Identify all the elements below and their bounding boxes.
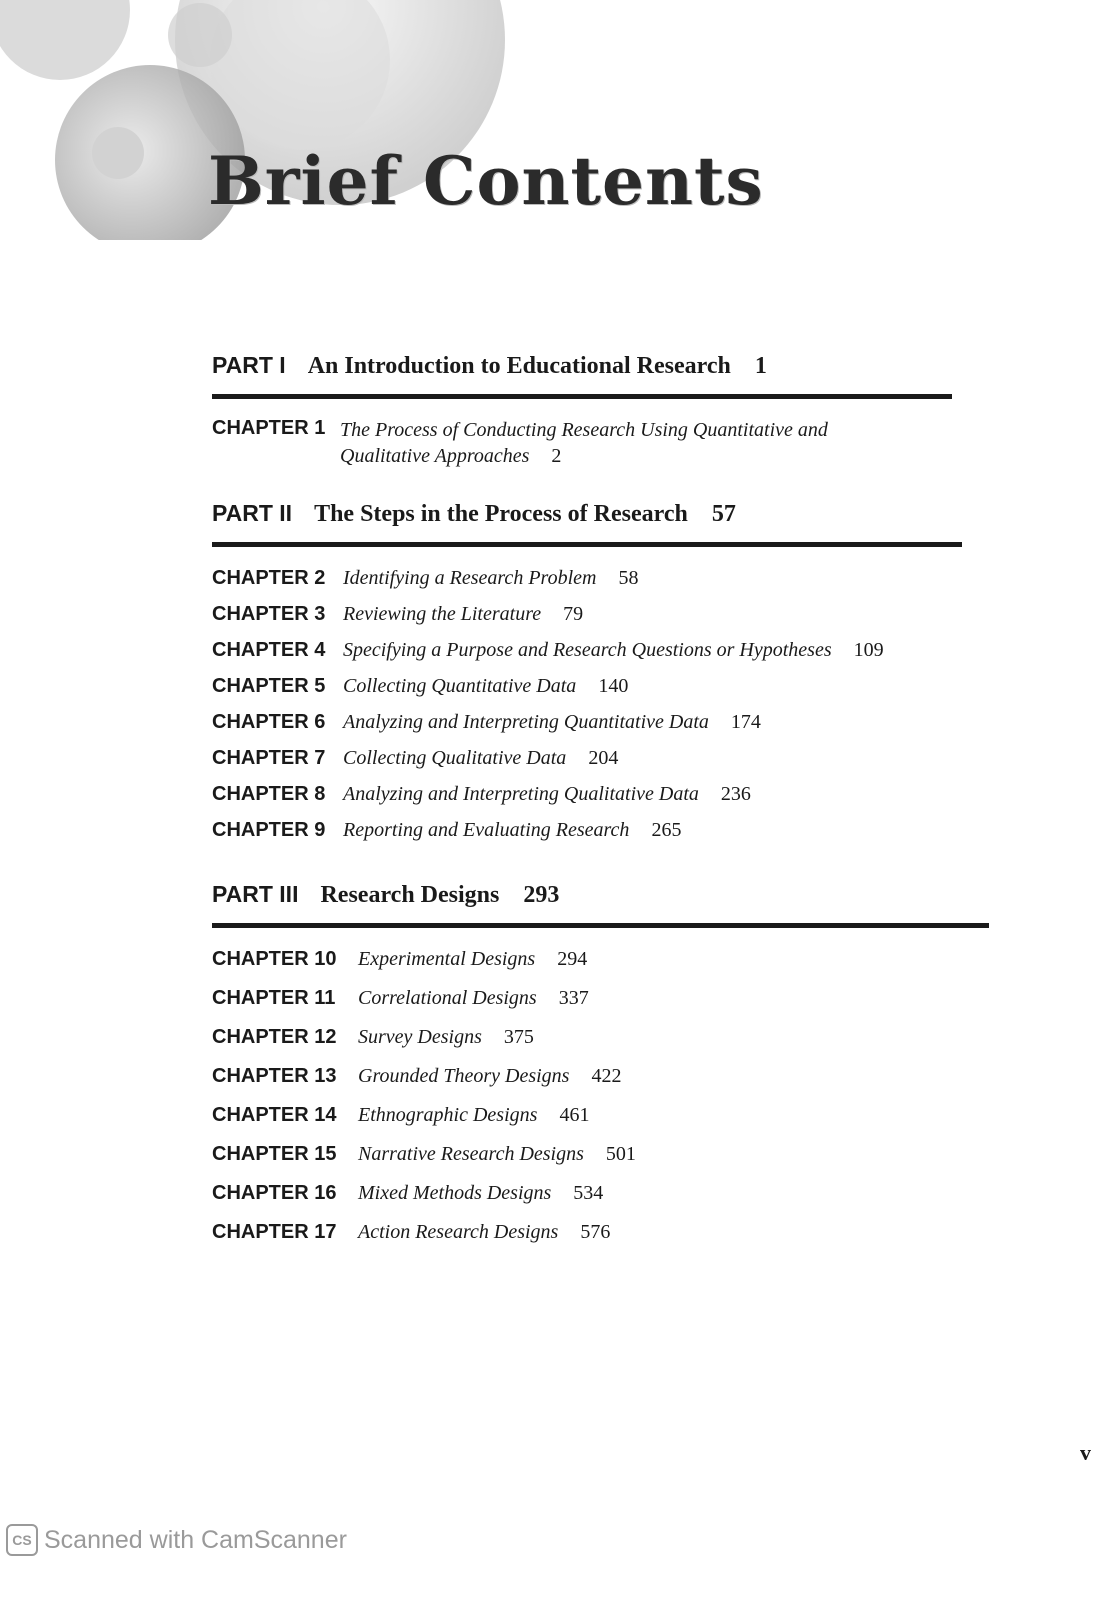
chapter-label: CHAPTER 3 [212,603,326,625]
part-title: Research Designs [320,882,500,908]
chapter-page: 576 [580,1221,611,1243]
chapter-title: The Process of Conducting Research Using Quantitative and [340,419,828,441]
chapter-row [212,783,962,819]
chapter-row [212,1065,989,1104]
chapter-label: CHAPTER 2 [212,567,326,589]
chapter-page: 294 [557,948,588,970]
part-page: 1 [754,353,767,379]
chapter-title: Ethnographic Designs [358,1104,538,1126]
chapter-page: 236 [720,783,751,805]
part-title: The Steps in the Process of Research [314,501,688,527]
part-page: 57 [711,501,736,527]
part-label: PART III [212,881,299,907]
chapter-title: Mixed Methods Designs [358,1182,552,1204]
chapter-page: 109 [853,639,884,661]
chapter-label: CHAPTER 4 [212,639,326,661]
chapter-title: Experimental Designs [358,948,536,970]
chapter-page: 79 [563,603,584,625]
chapter-label: CHAPTER 14 [212,1104,337,1126]
page-title: Brief Contents [208,142,764,220]
watermark-text: Scanned with CamScanner [44,1525,347,1554]
part-rule [212,923,989,928]
chapter-page: 534 [573,1182,604,1204]
chapter-page: 265 [651,819,682,841]
part-page: 293 [523,882,560,908]
chapter-row [212,1182,989,1221]
chapter-label: CHAPTER 10 [212,948,337,970]
chapter-row [212,1221,989,1260]
chapter-title: Grounded Theory Designs [358,1065,570,1087]
part-rule [212,394,952,399]
chapter-page: 204 [588,747,619,769]
chapter-row [212,417,952,469]
chapter-title: Action Research Designs [358,1221,559,1243]
part-rule [212,542,962,547]
chapter-title-continued: Qualitative Approaches [340,445,530,467]
chapter-label: CHAPTER 5 [212,675,326,697]
chapter-label: CHAPTER 11 [212,987,336,1009]
chapter-row [212,987,989,1026]
part-heading [212,500,962,528]
part-heading [212,352,952,380]
chapter-row [212,1026,989,1065]
part-label: PART II [212,500,293,526]
chapter-page: 58 [618,567,639,589]
chapter-label: CHAPTER 6 [212,711,326,733]
chapter-page: 337 [558,987,589,1009]
chapter-row [212,675,962,711]
chapter-label: CHAPTER 8 [212,783,326,805]
chapter-title: Reporting and Evaluating Research [343,819,630,841]
chapter-title: Analyzing and Interpreting Quantitative Data [343,711,709,733]
chapter-row [212,948,989,987]
chapter-label: CHAPTER 15 [212,1143,337,1165]
chapter-title: Collecting Qualitative Data [343,747,567,769]
chapter-label: CHAPTER 12 [212,1026,337,1048]
chapter-page: 422 [591,1065,622,1087]
chapter-page: 2 [551,445,562,467]
chapter-title: Identifying a Research Problem [343,567,597,589]
chapter-page: 174 [730,711,761,733]
chapter-title: Correlational Designs [358,987,537,1009]
part-label: PART I [212,352,286,378]
chapter-page: 461 [559,1104,590,1126]
chapter-page: 501 [605,1143,636,1165]
chapter-title: Specifying a Purpose and Research Questions or Hypotheses [343,639,832,661]
chapter-label: CHAPTER 17 [212,1221,337,1243]
chapter-row [212,1104,989,1143]
chapter-title: Analyzing and Interpreting Qualitative Data [343,783,699,805]
chapter-row [212,1143,989,1182]
camscanner-logo-icon: CS [6,1524,38,1556]
chapter-title: Collecting Quantitative Data [343,675,577,697]
chapter-label: CHAPTER 9 [212,819,326,841]
chapter-title: Survey Designs [358,1026,482,1048]
chapter-row [212,711,962,747]
chapter-row [212,603,962,639]
chapter-label: CHAPTER 13 [212,1065,337,1087]
chapter-page: 140 [598,675,629,697]
chapter-row [212,639,962,675]
chapter-label: CHAPTER 1 [212,417,326,439]
part-title: An Introduction to Educational Research [307,353,731,379]
chapter-row [212,747,962,783]
chapter-title: Narrative Research Designs [358,1143,584,1165]
part-heading [212,881,989,909]
scanner-watermark [6,1524,347,1556]
chapter-title: Reviewing the Literature [343,603,542,625]
chapter-page: 375 [503,1026,534,1048]
chapter-row [212,819,962,855]
chapter-label: CHAPTER 7 [212,747,326,769]
part-1 [212,352,952,469]
chapter-row [212,567,962,603]
part-2 [212,500,962,855]
part-3 [212,881,989,1260]
page-number: v [1080,1440,1091,1465]
chapter-label: CHAPTER 16 [212,1182,337,1204]
